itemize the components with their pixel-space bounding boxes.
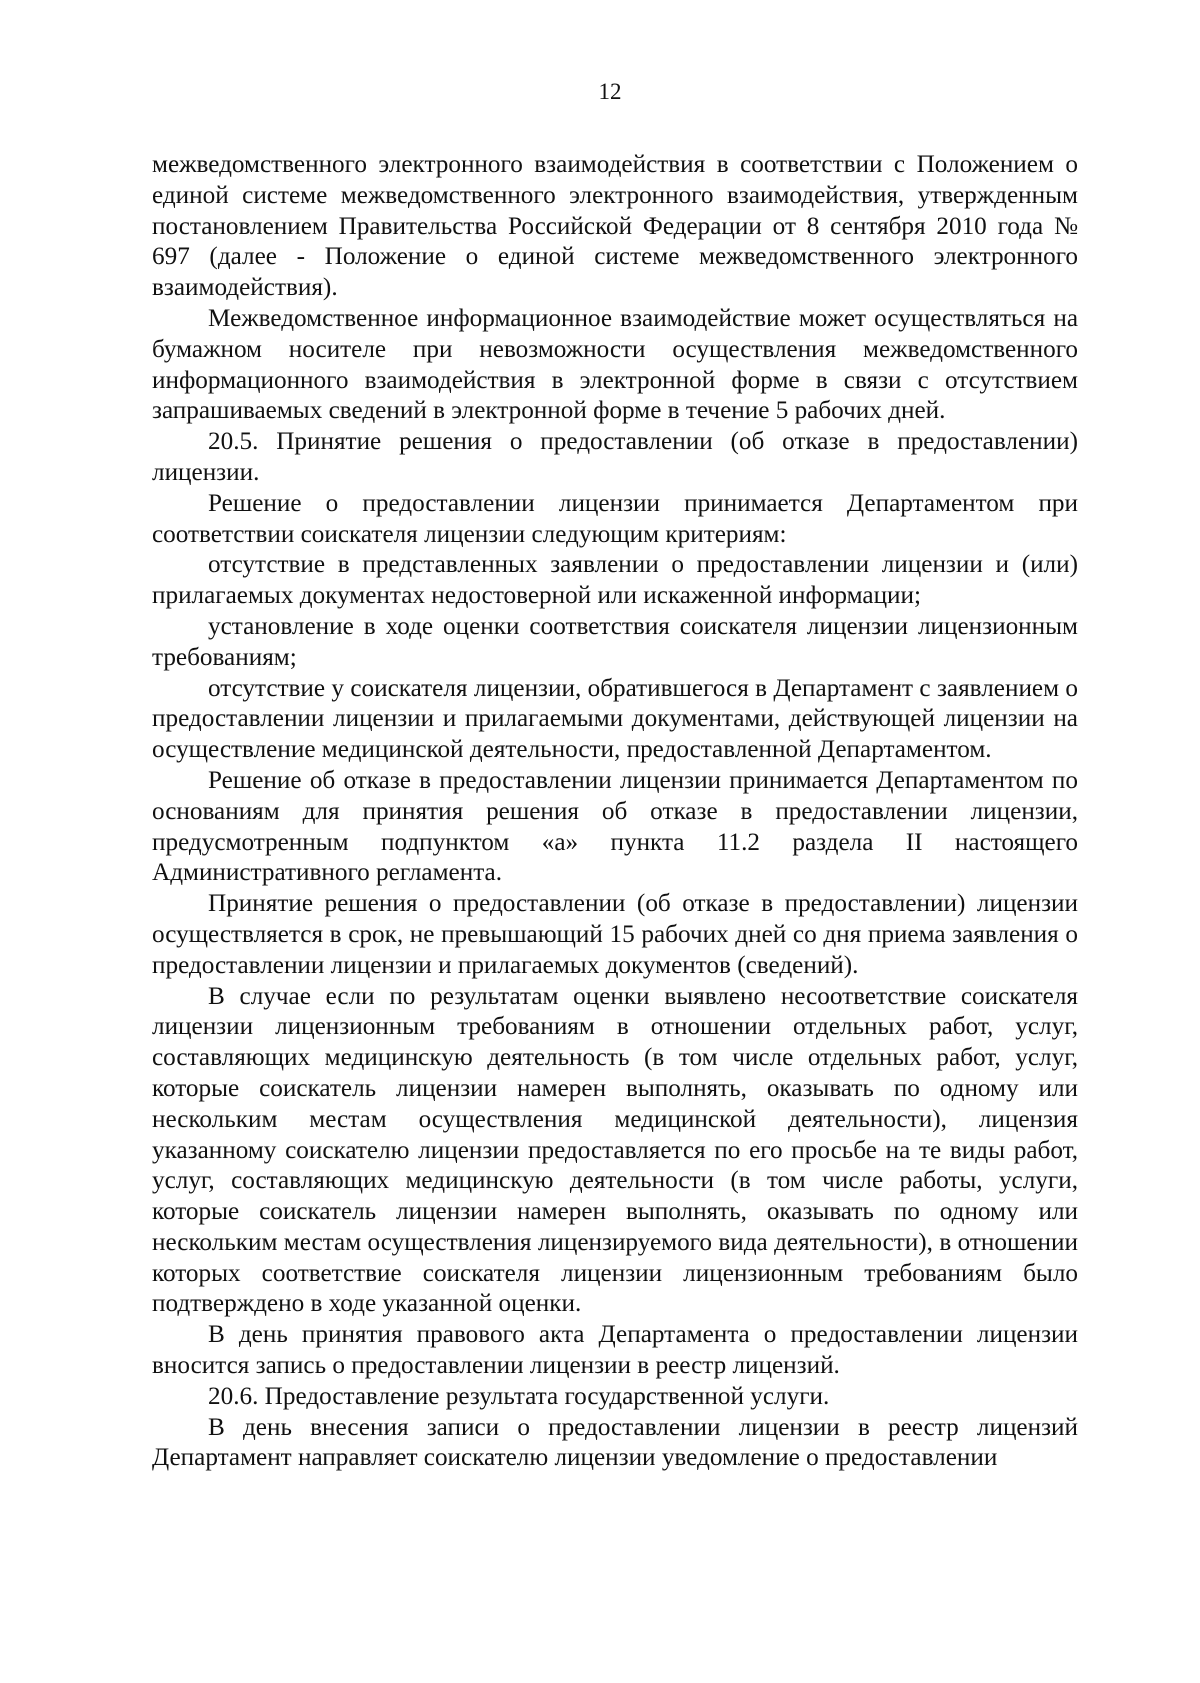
paragraph-decision-criteria: Решение о предоставлении лицензии принимается Департаментом при соответствии соискателя лицензии следующим критериям: [152, 489, 1078, 548]
paragraph-notification: В день внесения записи о предоставлении лицензии в реестр лицензий Департамент направляет соискателю лицензии уведомление о предоставлении [152, 1413, 1078, 1472]
paragraph-decision-deadline: Принятие решения о предоставлении (об отказе в предоставлении) лицензии осуществляется в срок, не превышающий 15 рабочих дней со дня приема заявления о предоставлении лицензии и прилагаемых документов (сведений). [152, 890, 1078, 979]
paragraph-refusal-grounds: Решение об отказе в предоставлении лицензии принимается Департаментом по основаниям для принятия решения об отказе в предоставлении лицензии, предусмотренным подпунктом «а» пункта 11.2 раздела II настоящего Административного регламента. [152, 766, 1078, 887]
document-body [152, 150, 1078, 1474]
criterion-compliance-established: установление в ходе оценки соответствия соискателя лицензии лицензионным требованиям; [152, 612, 1078, 671]
paragraph-partial-noncompliance: В случае если по результатам оценки выявлено несоответствие соискателя лицензии лицензионным требованиям в отношении отдельных работ, услуг, составляющих медицинскую деятельность (в том числе отдельных работ, услуг, которые соискатель лицензии намерен выполнять, оказывать по одному или нескольким местам осуществления медицинской деятельности), лицензия указанному соискателю лицензии предоставляется по его просьбе на те виды работ, услуг, составляющих медицинскую деятельности (в том числе работы, услуги, которые соискатель лицензии намерен выполнять, оказывать по одному или нескольким местам осуществления лицензируемого вида деятельности), в отношении которых соответствие соискателя лицензии лицензионным требованиям было подтверждено в ходе указанной оценки. [152, 982, 1078, 1318]
paragraph-paper-exchange: Межведомственное информационное взаимодействие может осуществляться на бумажном носителе при невозможности осуществления межведомственного информационного взаимодействия в электронной форме в связи с отсутствием запрашиваемых сведений в электронной форме в течение 5 рабочих дней. [152, 304, 1078, 425]
section-heading-20-5: 20.5. Принятие решения о предоставлении (об отказе в предоставлении) лицензии. [152, 428, 1078, 486]
page-number: 12 [598, 79, 622, 104]
paragraph-registry-entry: В день принятия правового акта Департамента о предоставлении лицензии вносится запись о предоставлении лицензии в реестр лицензий. [152, 1321, 1078, 1380]
criterion-no-existing-license: отсутствие у соискателя лицензии, обратившегося в Департамент с заявлением о предоставлении лицензии и прилагаемыми документами, действующей лицензии на осуществление медицинской деятельности, предоставленной Департаментом. [152, 674, 1078, 764]
paragraph-interagency-regulation: межведомственного электронного взаимодействия в соответствии с Положением о единой системе межведомственного электронного взаимодействия, утвержденным постановлением Правительства Российской Федерации от 8 сентября 2010 года № 697 (далее - Положение о единой системе межведомственного электронного взаимодействия). [152, 151, 1078, 302]
section-heading-20-6: 20.6. Предоставление результата государственной услуги. [208, 1382, 830, 1410]
criterion-no-false-information: отсутствие в представленных заявлении о предоставлении лицензии и (или) прилагаемых документах недостоверной или искаженной информации; [152, 551, 1078, 610]
